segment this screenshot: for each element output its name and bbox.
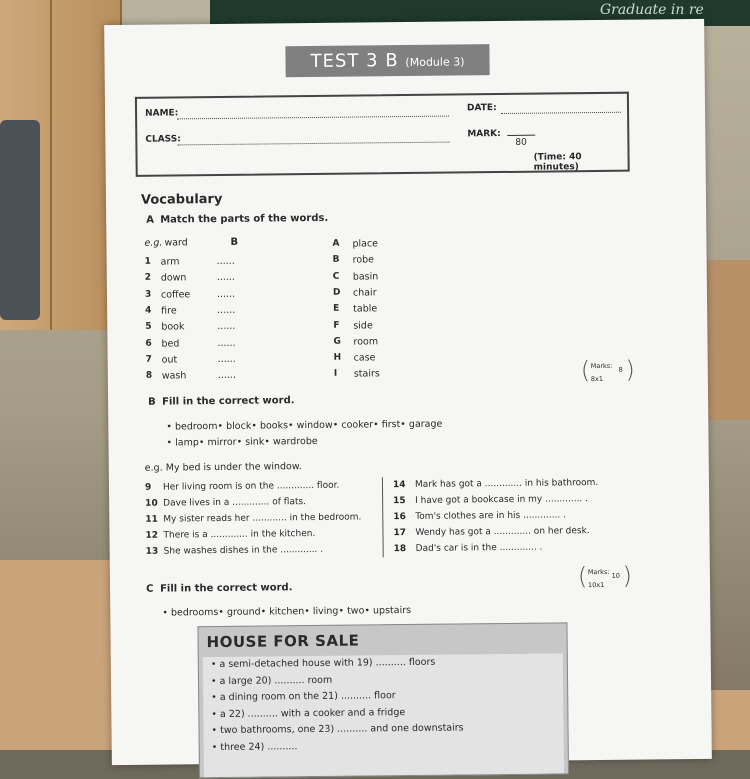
test-title-text: TEST 3 B [310,50,399,73]
exercise-c-label: C [145,583,154,595]
item-number: 5 [145,321,152,332]
item-number: 1 [144,256,151,267]
exercise-b-instruction: Fill in the correct word. [162,395,295,408]
house-item: • two bathrooms, one 23) .......... and one downstairs [211,722,464,737]
option-letter: B [332,255,340,266]
item-number: 7 [145,354,152,365]
date-field[interactable] [501,112,621,114]
word-bank-item: • wardrobe [264,435,318,448]
option-letter: G [333,336,341,347]
item-word: coffee [160,288,191,301]
sentence-number: 13 [145,546,159,557]
name-label: NAME: [145,108,179,119]
exercise-a-instruction: Match the parts of the words. [160,212,329,226]
example-word: ward [164,237,188,249]
cabinet-door-seam [50,0,52,330]
mark-total: 80 [515,137,527,148]
item-word: wash [161,370,187,382]
option-letter: D [332,287,341,298]
sentence-text: My sister reads her ............ in the bedroom. [163,512,362,525]
item-word: arm [160,256,180,268]
item-word: fire [161,305,177,317]
item-word: book [161,321,185,333]
sentence-number: 12 [145,530,159,541]
word-bank-item: • living [304,605,339,618]
word-bank-item: • sink [236,436,265,448]
house-for-sale-content [203,653,564,777]
word-bank-item: • ground [218,606,261,618]
option-word: side [353,319,373,332]
option-letter: I [333,369,338,380]
house-item: • a 22) .......... with a cooker and a fridge [211,706,406,720]
test-title [285,44,489,77]
item-number: 6 [145,338,152,349]
option-word: robe [352,254,375,266]
exercise-a-label: A [146,214,154,226]
option-word: case [353,352,376,364]
chalkboard-text: Graduate in re [600,2,704,18]
house-item: • a large 20) .......... room [210,674,333,687]
word-bank-item: • books [251,420,289,432]
word-bank-item: • bedroom [166,420,218,433]
answer-blank[interactable]: ...... [217,304,236,316]
house-item: • a dining room on the 21) .......... floor [211,690,396,704]
option-letter: C [332,271,340,282]
sentence-number: 11 [145,514,158,525]
house-for-sale-title: HOUSE FOR SALE [206,631,360,652]
house-item: • three 24) .......... [211,740,298,753]
marks-label: Marks: [590,361,613,371]
section-heading: Vocabulary [140,191,223,208]
sentence-number: 16 [393,512,406,523]
option-letter: F [333,320,340,331]
answer-blank[interactable]: ...... [217,353,236,365]
word-bank-item: • kitchen [260,606,305,618]
answer-blank[interactable]: ...... [216,272,235,284]
item-number: 4 [145,305,152,316]
class-label: CLASS: [145,134,181,145]
option-word: stairs [353,368,380,380]
example-prefix: e.g. [144,237,163,249]
column-divider [382,477,384,557]
sentence-text: Wendy has got a ............. on her desk. [415,526,590,538]
word-bank-item: • upstairs [364,604,412,617]
item-word: out [161,354,178,366]
marks-total: 10 [611,571,620,580]
option-word: chair [352,287,377,299]
paren-right: ) [622,561,633,590]
paren-right: ) [625,355,635,384]
item-word: down [160,272,187,284]
option-word: place [352,238,379,250]
sentence-text: There is a ............. in the kitchen. [163,528,316,541]
sentence-text: Dad's car is in the ............. . [415,542,543,554]
word-bank-item: • two [338,605,365,617]
sentence-text: I have got a bookcase in my ............. . [415,494,589,506]
sentence-number: 17 [393,528,407,539]
word-bank-c [162,605,411,619]
marks-formula: 8x1 [590,374,604,384]
option-word: basin [352,270,379,283]
word-bank-item: • cooker [332,419,374,431]
word-bank-item: • mirror [198,436,237,449]
option-letter: A [332,238,340,249]
option-letter: E [333,303,340,314]
sentence-text: Tom's clothes are in his ............. . [415,510,567,522]
test-paper [104,19,712,765]
answer-blank[interactable]: ...... [216,255,235,267]
word-bank-item: • first [373,419,401,431]
word-bank-item: • block [217,420,252,432]
column-b-header: B [230,236,239,248]
option-letter: H [333,352,342,363]
class-field[interactable] [177,142,449,146]
item-number: 2 [144,272,152,284]
marks-total: 8 [618,365,623,374]
word-bank-item: • window [287,419,333,432]
sentence-text: She washes dishes in the ............. . [163,544,324,557]
marks-box-b [577,561,633,595]
house-for-sale-box [197,622,569,778]
paren-left: ( [580,356,591,385]
answer-blank[interactable]: ...... [217,369,236,382]
exercise-b-label: B [148,396,156,408]
word-bank-item: • garage [400,418,443,431]
answer-blank[interactable]: ...... [217,337,236,349]
exercise-b-example: e.g. My bed is under the window. [144,461,302,474]
item-number: 3 [144,289,152,300]
sentence-number: 14 [392,480,406,491]
sentence-text: Dave lives in a ............. of flats. [163,497,307,509]
sentence-text: Mark has got a ............. in his bathroom. [414,478,599,490]
marks-label: Marks: [587,567,610,577]
word-bank-row-2 [166,436,317,449]
marks-box-a [580,355,635,389]
word-bank-item: • lamp [166,437,199,449]
sentence-number: 18 [393,544,407,555]
name-field[interactable] [177,116,449,120]
test-module: (Module 3) [405,55,465,70]
option-word: room [353,336,379,348]
mark-label: MARK: [467,129,501,140]
marks-formula: 10x1 [587,580,605,590]
house-items [203,653,563,753]
house-item: • a semi-detached house with 19) .......... floors [210,656,436,671]
time-limit: (Time: 40 minutes) [533,152,582,173]
chair [0,120,40,320]
mark-fraction-line [507,135,535,136]
answer-blank[interactable]: ...... [216,288,236,300]
student-info-box [135,92,630,177]
paren-left: ( [577,562,588,591]
exercise-c-instruction: Fill in the correct word. [159,582,293,595]
item-number: 8 [145,370,153,381]
word-bank-row-1 [166,419,442,433]
option-word: table [353,303,378,315]
sentence-number: 9 [144,482,152,493]
sentence-number: 15 [393,496,406,507]
answer-blank[interactable]: ...... [217,320,236,333]
date-label: DATE: [466,103,497,114]
sentence-number: 10 [145,498,158,509]
word-bank-item: • bedrooms [162,606,219,619]
item-word: bed [161,337,180,350]
sentence-text: Her living room is on the ............. floor. [162,480,340,493]
